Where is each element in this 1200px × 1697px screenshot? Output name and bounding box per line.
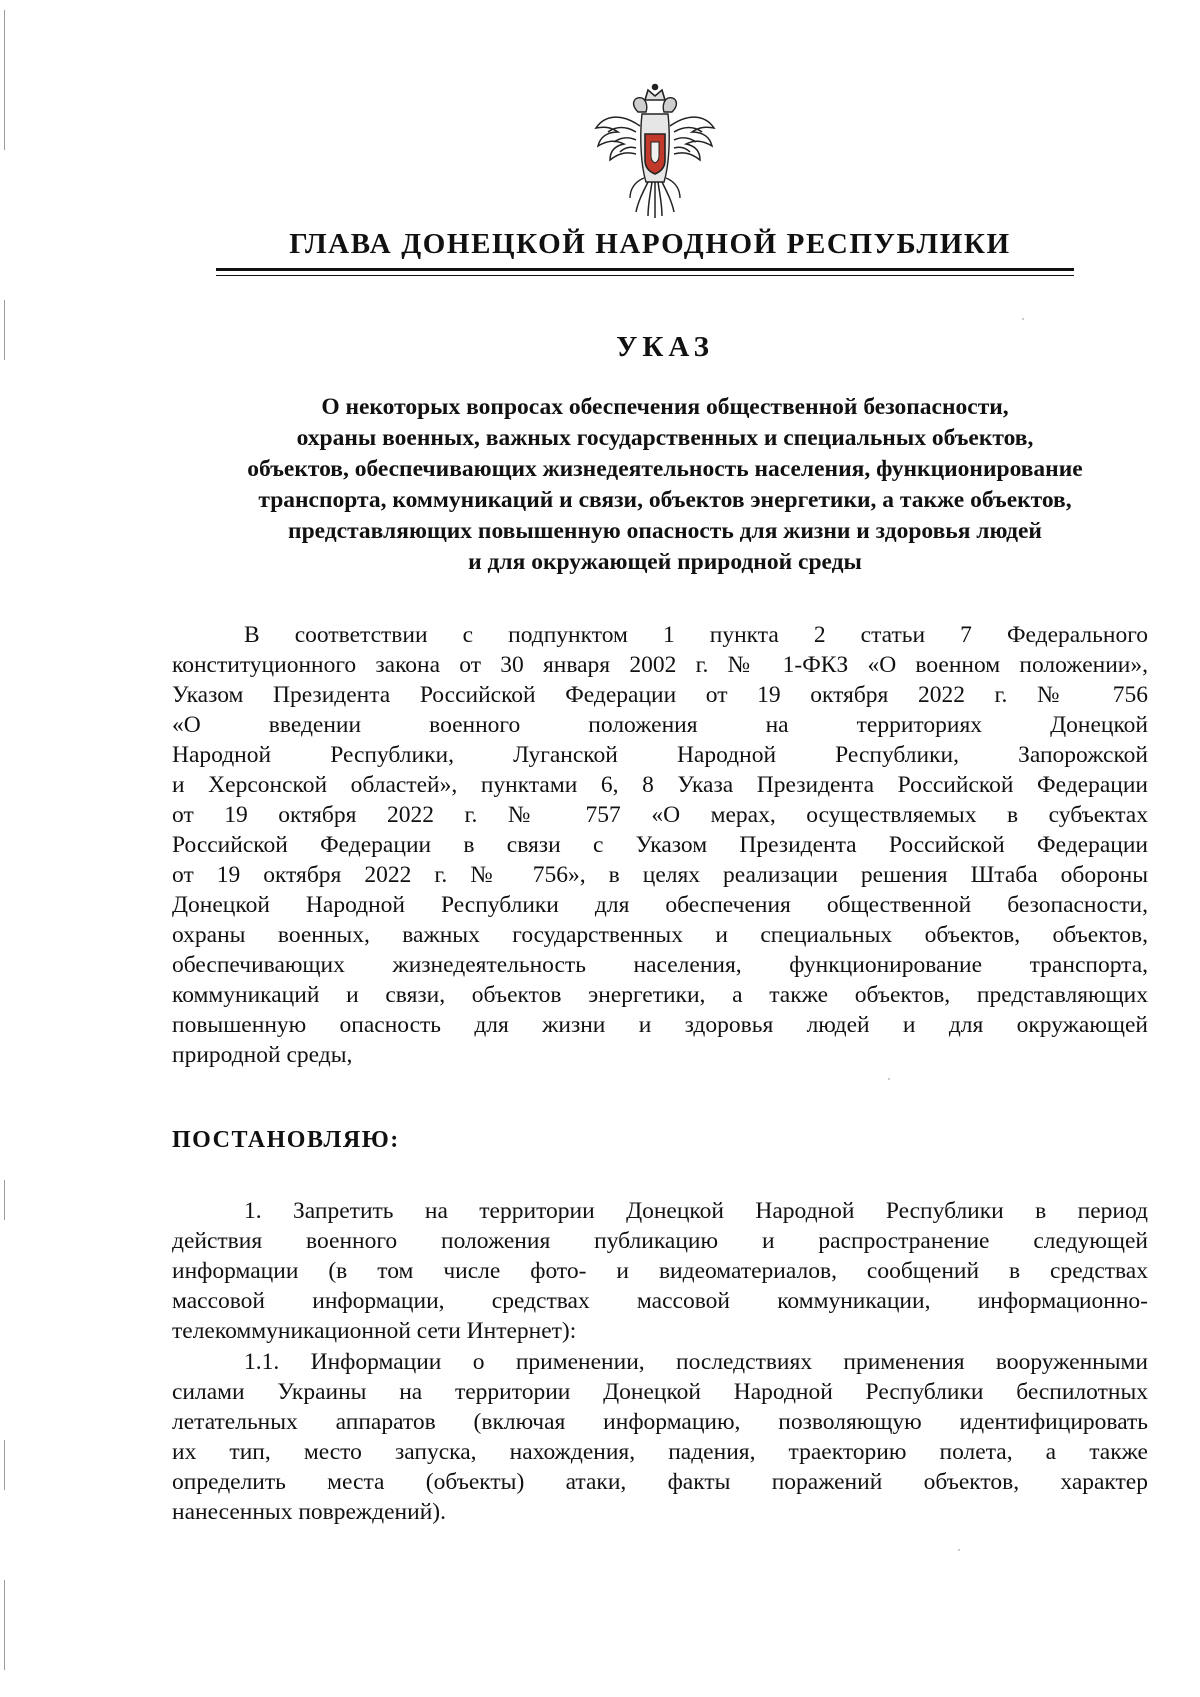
document-type: УКАЗ <box>616 331 714 363</box>
preamble-line: «О введении военного положения на территориях Донецкой <box>172 712 1148 738</box>
subject-line: О некоторых вопросах обеспечения общественной безопасности, <box>321 394 1009 420</box>
preamble-line: конституционного закона от 30 января 2002 г. № 1-ФКЗ «О военном положении», <box>172 652 1148 678</box>
header-rule-thin <box>216 275 1074 276</box>
subject-line: объектов, обеспечивающих жизнедеятельность населения, функционирование <box>247 456 1083 482</box>
preamble-paragraph <box>172 620 1148 1070</box>
scan-speck <box>1022 318 1024 320</box>
scan-edge-mark <box>4 10 5 150</box>
subject-line: охраны военных, важных государственных и специальных объектов, <box>296 425 1034 451</box>
preamble-line: повышенную опасность для жизни и здоровья людей и для окружающей <box>172 1012 1148 1038</box>
preamble-line: от 19 октября 2022 г. № 757 «О мерах, осуществляемых в субъектах <box>172 802 1148 828</box>
decree-word: ПОСТАНОВЛЯЮ: <box>172 1127 400 1153</box>
preamble-line: Российской Федерации в связи с Указом Президента Российской Федерации <box>172 832 1148 858</box>
preamble-line: обеспечивающих жизнедеятельность населения, функционирование транспорта, <box>172 952 1148 978</box>
preamble-line: охраны военных, важных государственных и специальных объектов, объектов, <box>172 922 1148 948</box>
subject-line: транспорта, коммуникаций и связи, объектов энергетики, а также объектов, <box>258 487 1072 513</box>
clause-1 <box>172 1196 1148 1346</box>
clause-line: информации (в том числе фото- и видеоматериалов, сообщений в средствах <box>172 1258 1148 1284</box>
clause-line: 1. Запретить на территории Донецкой Народной Республики в период <box>244 1198 1148 1224</box>
clause-line: телекоммуникационной сети Интернет): <box>172 1318 577 1344</box>
clause-line: определить места (объекты) атаки, факты поражений объектов, характер <box>172 1469 1148 1495</box>
preamble-line: от 19 октября 2022 г. № 756», в целях реализации решения Штаба обороны <box>172 862 1148 888</box>
scan-edge-mark <box>4 1180 5 1220</box>
clause-line: летательных аппаратов (включая информацию, позволяющую идентифицировать <box>172 1409 1148 1435</box>
issuing-authority-title: ГЛАВА ДОНЕЦКОЙ НАРОДНОЙ РЕСПУБЛИКИ <box>289 228 1011 260</box>
clause-line: нанесенных повреждений). <box>172 1499 446 1525</box>
subject-line: представляющих повышенную опасность для жизни и здоровья людей <box>288 518 1042 544</box>
preamble-line: Указом Президента Российской Федерации от 19 октября 2022 г. № 756 <box>172 682 1148 708</box>
clause-line: массовой информации, средствах массовой коммуникации, информационно- <box>172 1288 1148 1314</box>
document-subject <box>160 392 1170 578</box>
coat-of-arms-icon <box>590 82 720 220</box>
clause-line: 1.1. Информации о применении, последствиях применения вооруженными <box>244 1349 1148 1375</box>
clause-line: силами Украины на территории Донецкой Народной Республики беспилотных <box>172 1379 1148 1405</box>
clause-line: действия военного положения публикацию и распространение следующей <box>172 1228 1148 1254</box>
subject-line: и для окружающей природной среды <box>468 549 862 575</box>
clause-line: их тип, место запуска, нахождения, падения, траекторию полета, а также <box>172 1439 1148 1465</box>
preamble-line: В соответствии с подпунктом 1 пункта 2 статьи 7 Федерального <box>244 622 1148 648</box>
clause-1-1 <box>172 1347 1148 1527</box>
preamble-line: коммуникаций и связи, объектов энергетики, а также объектов, представляющих <box>172 982 1148 1008</box>
scan-edge-mark <box>4 1580 5 1670</box>
preamble-line: Донецкой Народной Республики для обеспечения общественной безопасности, <box>172 892 1148 918</box>
preamble-line: и Херсонской областей», пунктами 6, 8 Указа Президента Российской Федерации <box>172 772 1148 798</box>
preamble-line: природной среды, <box>172 1042 353 1068</box>
scan-edge-mark <box>4 1440 5 1490</box>
scan-speck <box>958 1549 960 1551</box>
scan-speck <box>888 1078 890 1080</box>
preamble-line: Народной Республики, Луганской Народной Республики, Запорожской <box>172 742 1148 768</box>
header-rule-thick <box>216 268 1074 271</box>
